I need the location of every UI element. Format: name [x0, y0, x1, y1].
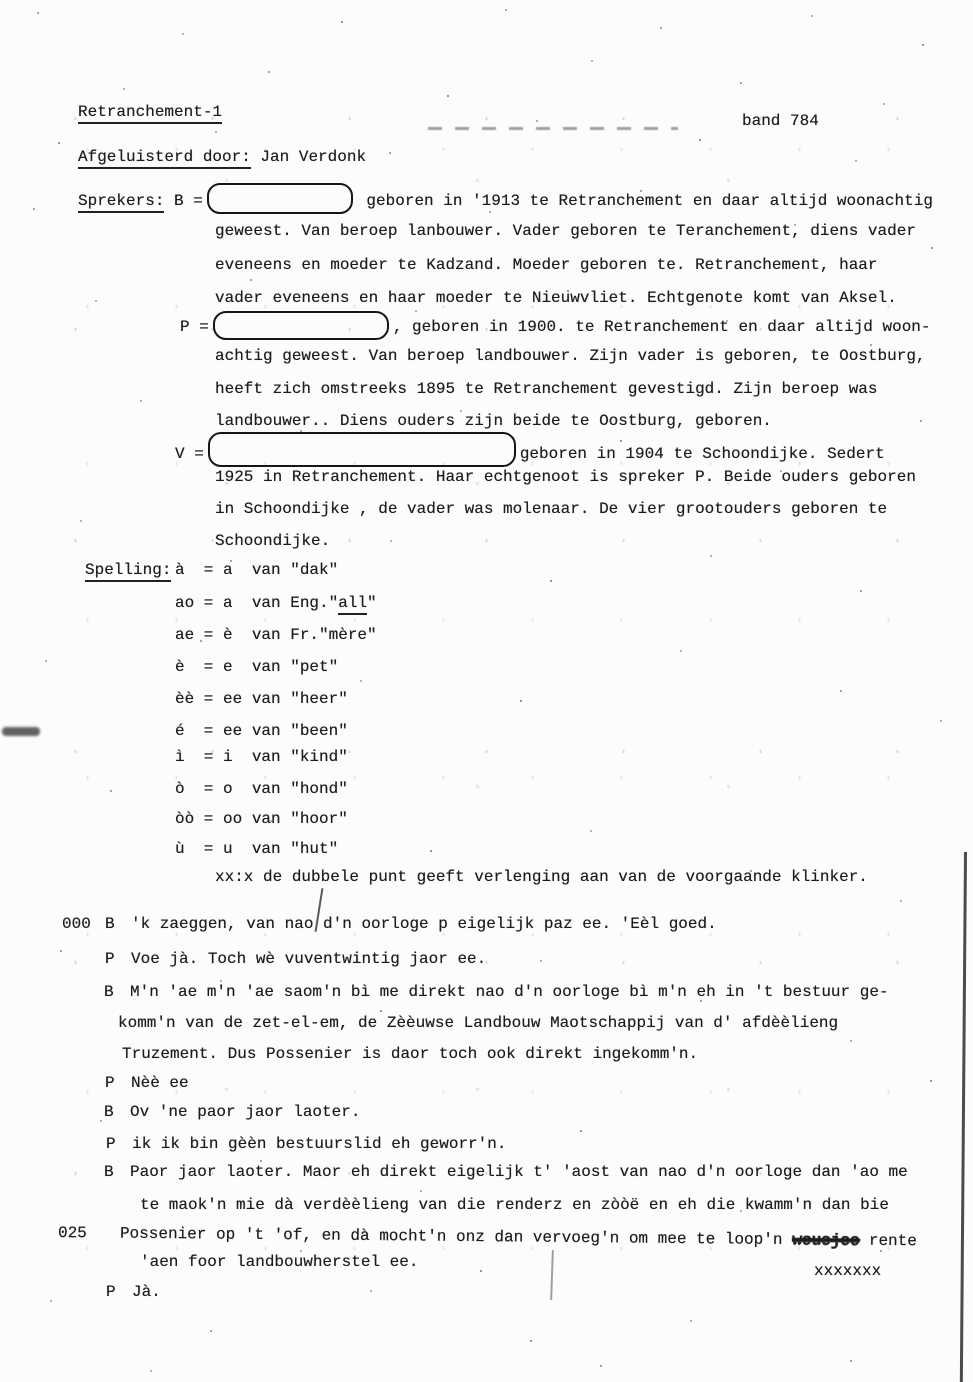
utterance: ik ik bin gèèn bestuurslid eh geworr'n.: [132, 1135, 507, 1153]
spelling-item-text: ù = u van "hut": [175, 840, 339, 858]
scan-smear-artifact: [428, 127, 678, 130]
utterance: rente: [859, 1231, 917, 1251]
spelling-item: [175, 626, 377, 644]
spelling-item-text: òò = oo van "hoor": [175, 810, 348, 828]
transcript-line: [58, 1224, 917, 1250]
band-number: band 784: [742, 112, 819, 130]
speaker-b-line: [78, 183, 933, 214]
speaker-letter: P: [105, 1074, 115, 1092]
transcript-line: [62, 915, 717, 933]
speaker-p-prefix: P =: [180, 318, 209, 336]
spelling-item: [175, 810, 348, 828]
listened-by-label: Afgeluisterd door:: [78, 148, 251, 169]
speaker-b-prefix: B =: [164, 192, 203, 210]
utterance: Possenier op 't 'of, en dà mocht'n onz dan vervoeg'n om mee te loop'n: [119, 1224, 793, 1250]
transcript-continuation: te maok'n mie dà verdèèlieng van die renderz en zòòë en eh die kwamm'n dan bie: [140, 1196, 889, 1214]
spelling-item-text: à = a van "dak": [175, 561, 339, 579]
spelling-heading: [85, 561, 171, 579]
speaker-v-desc-line: 1925 in Retranchement. Haar echtgenoot is spreker P. Beide ouders geboren: [215, 468, 916, 486]
spelling-item: [175, 840, 338, 858]
speakers-label: Sprekers:: [78, 192, 164, 213]
listened-by-line: [78, 148, 366, 166]
redaction-box-speaker-v: [208, 432, 516, 467]
speaker-letter: P: [105, 950, 115, 968]
speaker-letter: B: [104, 1103, 114, 1121]
speaker-letter: P: [106, 1283, 116, 1301]
speaker-p-line: [180, 311, 931, 340]
spelling-item-text: èè = ee van "heer": [175, 690, 348, 708]
spelling-item: [175, 748, 348, 766]
speaker-b-intro: geboren in '1913 te Retranchement en daar altijd woonachtig: [356, 192, 933, 210]
transcript-line: [104, 983, 889, 1001]
page-title-text: Retranchement-1: [78, 103, 222, 124]
transcript-continuation: komm'n van de zet-el-em, de Zèèuwse Landbouw Maotschappij van d' afdèèlieng: [118, 1014, 839, 1032]
speaker-b-desc-line: geweest. Van beroep lanbouwer. Vader geboren te Teranchement, diens vader: [215, 222, 916, 240]
transcript-line: [105, 1074, 189, 1092]
utterance: Voe jà. Toch wè vuventwintig jaor ee.: [131, 950, 487, 968]
speaker-p-desc-line: achtig geweest. Van beroep landbouwer. Zijn vader is geboren, te Oostburg,: [215, 347, 926, 365]
utterance: Nèè ee: [131, 1074, 189, 1092]
transcript-line: [104, 1163, 908, 1181]
stray-vertical-mark: [550, 1250, 554, 1300]
listened-by-value: Jan Verdonk: [250, 148, 367, 166]
speaker-letter: B: [104, 983, 114, 1001]
spelling-item-text: é = ee van "been": [175, 722, 348, 740]
spelling-item: [175, 658, 338, 676]
speaker-v-prefix: V =: [175, 445, 204, 463]
transcript-continuation: 'aen foor landbouwherstel ee.: [140, 1253, 419, 1271]
spelling-item-text: è = e van "pet": [175, 658, 339, 676]
utterance: Ov 'ne paor jaor laoter.: [130, 1103, 361, 1121]
spelling-item-text: ae = è van Fr."mère": [175, 626, 377, 644]
speaker-v-desc-line: Schoondijke.: [215, 532, 331, 550]
utterance: Paor jaor laoter. Maor eh direkt eigelijk t' 'aost van nao d'n oorloge dan 'ao me: [130, 1163, 908, 1181]
transcript-line: [106, 1135, 506, 1153]
utterance: Jà.: [132, 1283, 161, 1301]
transcript-continuation: Truzement. Dus Possenier is daor toch ook direkt ingekomm'n.: [122, 1045, 699, 1063]
spelling-item: [175, 594, 377, 612]
speaker-v-line: [175, 432, 885, 467]
spelling-item-text: ": [367, 594, 377, 612]
spelling-item: [175, 722, 348, 740]
spelling-label: Spelling:: [85, 561, 171, 582]
spelling-note: xx:x de dubbele punt geeft verlenging aan van de voorgaande klinker.: [215, 868, 868, 886]
scan-noise-speckles: [0, 0, 2, 2]
spelling-item: [175, 561, 338, 579]
utterance: M'n 'ae m'n 'ae saom'n bì me direkt nao d'n oorloge bì m'n eh in 't bestuur ge-: [130, 983, 889, 1001]
spelling-item: [175, 780, 348, 798]
speaker-b-desc-line: eveneens en moeder te Kadzand. Moeder geboren te. Retranchement, haar: [215, 256, 878, 274]
timecode: 025: [57, 1224, 87, 1243]
speaker-p-desc-line: landbouwer.. Diens ouders zijn beide te Oostburg, geboren.: [215, 412, 772, 430]
transcript-line: [104, 1103, 360, 1121]
speaker-v-intro: geboren in 1904 te Schoondijke. Sedert: [519, 445, 885, 463]
speaker-v-desc-line: in Schoondijke , de vader was molenaar. De vier grootouders geboren te: [215, 500, 888, 518]
page-title: [78, 103, 222, 121]
redaction-box-speaker-p: [213, 311, 389, 340]
scan-smudge-artifact: [2, 727, 40, 736]
speaker-p-intro: , geboren in 1900. te Retranchement en daar altijd woon-: [392, 318, 931, 336]
spelling-item-text: ao = a van Eng.": [175, 594, 339, 612]
spelling-item: [175, 690, 348, 708]
speaker-letter: P: [106, 1135, 116, 1153]
struck-out-word: wouejee: [791, 1231, 860, 1250]
timecode: 000: [62, 915, 91, 933]
overtype-x-marks: xxxxxxx: [814, 1262, 882, 1280]
speaker-p-desc-line: heeft zich omstreeks 1895 te Retranchement gevestigd. Zijn beroep was: [215, 380, 878, 398]
spelling-item-text: ò = o van "hond": [175, 780, 348, 798]
speaker-letter: B: [104, 1163, 114, 1181]
speaker-b-desc-line: vader eveneens en haar moeder te Nieuwvliet. Echtgenote komt van Aksel.: [215, 289, 897, 307]
speaker-letter: B: [105, 915, 115, 933]
spelling-item-underlined: all: [338, 594, 367, 615]
transcript-line: [106, 1283, 161, 1301]
transcript-line: [105, 950, 486, 968]
scan-edge-line: [960, 852, 967, 1382]
redaction-box-speaker-b: [207, 183, 353, 214]
spelling-item-text: ì = i van "kind": [175, 748, 348, 766]
utterance: 'k zaeggen, van nao d'n oorloge p eigelijk paz ee. 'Eèl goed.: [131, 915, 717, 933]
